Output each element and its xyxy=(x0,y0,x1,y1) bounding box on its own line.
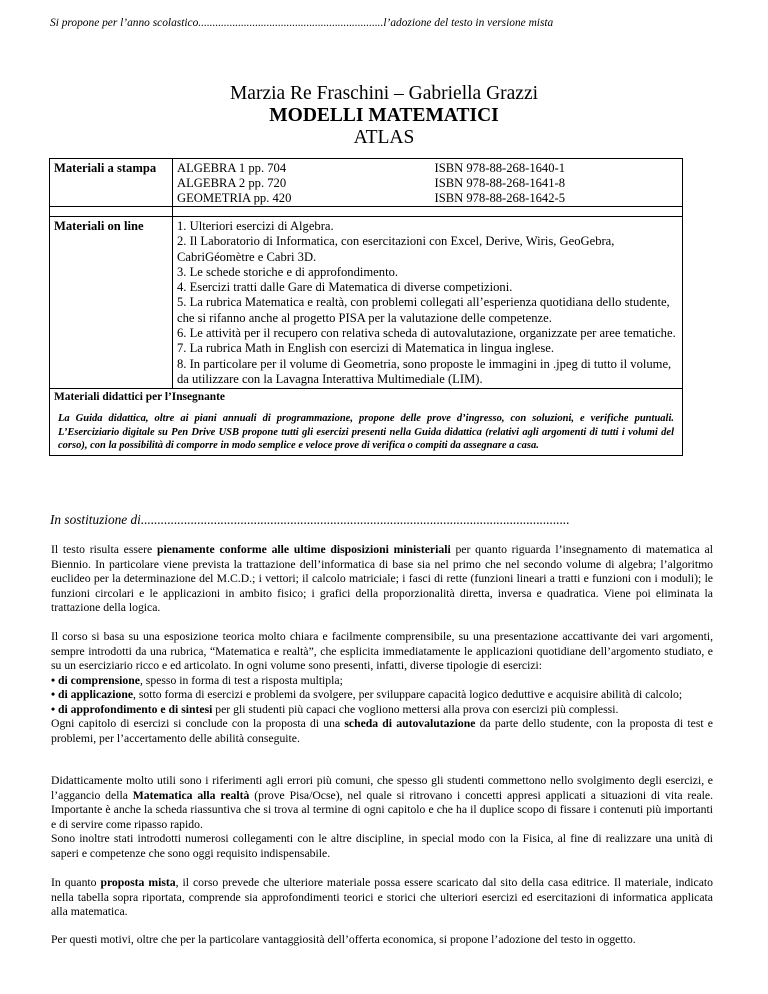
paragraph-mixed-proposal: In quanto proposta mista, il corso prevede che ulteriore materiale possa essere scaricato dal sito della casa editrice. Il materiale, indicato nella tabella sopra riportata, comprende sia approfondimenti teorici e storici che ulteriori esercizi ed esercitazioni di informatica applicata alla matematica. xyxy=(51,876,713,918)
online-materials-list xyxy=(173,217,683,389)
print-materials-label: Materiali a stampa xyxy=(50,159,173,207)
online-materials-label: Materiali on line xyxy=(50,217,173,389)
bold-text: Matematica alla realtà xyxy=(132,788,250,802)
publisher: ATLAS xyxy=(353,127,415,148)
print-item-title: GEOMETRIA pp. 420 xyxy=(177,191,292,205)
online-item: 2. Il Laboratorio di Informatica, con esercitazioni con Excel, Derive, Wiris, GeoGebra, CabriGéomètre e Cabri 3D. xyxy=(177,234,615,264)
bullet-application: • di applicazione xyxy=(51,688,134,701)
bold-text: pienamente conforme alle ultime disposizioni ministeriali xyxy=(156,543,451,556)
book-heading xyxy=(0,83,768,149)
substitution-line: In sostituzione di................................................................................................................................. xyxy=(50,512,570,527)
online-item: 1. Ulteriori esercizi di Algebra. xyxy=(177,219,334,233)
print-item-isbn: ISBN 978-88-268-1641-8 xyxy=(434,176,565,190)
teacher-materials-cell xyxy=(50,389,683,456)
online-materials-row xyxy=(50,217,683,389)
online-item: 8. In particolare per il volume di Geometria, sono proposte le immagini in .jpeg di tutto il volume, da utilizzare con la Lavagna Interattiva Multimediale (LIM). xyxy=(177,356,672,386)
paragraph-conclusion: Per questi motivi, oltre che per la particolare vantaggiosità dell’offerta economica, si propone l’adozione del testo in oggetto. xyxy=(51,933,636,946)
bold-text: scheda di autovalutazione xyxy=(344,717,476,730)
print-item xyxy=(177,176,678,191)
online-item: 6. Le attività per il recupero con relativa scheda di autovalutazione, organizzate per aree tematiche. xyxy=(177,326,676,341)
materials-table xyxy=(49,158,683,456)
table-spacer-row xyxy=(50,207,683,217)
print-item-isbn: ISBN 978-88-268-1640-1 xyxy=(434,161,565,175)
paragraph-course-structure: Il corso si basa su una esposizione teorica molto chiara e facilmente comprensibile, su una presentazione accattivante dei vari argomenti, sempre introdotti da una rubrica, “Matematica e realtà”, che esplicita immediatamente le applicazioni quotidiane dell’argomento studiato, e su un eserciziario ricco e ed articolato. In ogni volume sono presenti, infatti, diverse tipologie di esercizi: • di comprensione, spesso in forma di test a risposta multipla; • di applicazione, sotto forma di esercizi e problemi da svolgere, per sviluppare capacità logico deduttive e acquisire abilità di calcolo; • di approfondimento e di sintesi per gli studenti più capaci che vogliono mettersi alla prova con esercizi più complessi. Ogni capitolo di esercizi si conclude con la proposta di una scheda di autovalutazione da parte dello studente, con la proposta di test e problemi, per l’accertamento delle abilità conseguite. xyxy=(51,630,713,745)
teacher-materials-label: Materiali didattici per l’Insegnante xyxy=(54,391,225,404)
print-materials-list xyxy=(173,159,683,207)
authors: Marzia Re Fraschini – Gabriella Grazzi xyxy=(229,83,539,104)
print-item-title: ALGEBRA 2 pp. 720 xyxy=(177,176,287,190)
print-item-isbn: ISBN 978-88-268-1642-5 xyxy=(434,191,565,205)
online-item: 4. Esercizi tratti dalle Gare di Matematica di diverse competizioni. xyxy=(177,280,513,295)
online-item: 5. La rubrica Matematica e realtà, con problemi collegati all’esperienza quotidiana dello studente, che si rifanno anche al progetto PISA per la valutazione delle competenze. xyxy=(177,295,670,325)
print-item xyxy=(177,161,678,176)
bold-text: proposta mista xyxy=(100,876,176,889)
bullet-comprehension: • di comprensione xyxy=(51,673,140,687)
print-materials-row xyxy=(50,159,683,207)
online-item: 3. Le schede storiche e di approfondimento. xyxy=(177,264,399,279)
book-title: MODELLI MATEMATICI xyxy=(269,105,499,126)
adoption-header-line: Si propone per l’anno scolastico.................................................................l’adozione del testo in versione mista xyxy=(50,17,554,29)
teacher-materials-text: La Guida didattica, oltre ai piani annuali di programmazione, propone delle prove d’ingresso, con soluzioni, e verifiche puntuali. L’Eserciziario digitale su Pen Drive USB propone tutti gli esercizi presenti nella Guida didattica (relativi agli argomenti di tutti i volumi del corso), con la possibilità di comporre in modo semplice e veloce prove di verifica o compiti da assegnare a casa. xyxy=(58,413,674,452)
print-item-title: ALGEBRA 1 pp. 704 xyxy=(177,161,287,175)
bullet-synthesis: • di approfondimento e di sintesi xyxy=(51,702,213,716)
teacher-materials-row xyxy=(50,389,683,456)
paragraph-conformity: Il testo risulta essere pienamente conforme alle ultime disposizioni ministeriali per quanto riguarda l’insegnamento di matematica al Biennio. In particolare viene prevista la trattazione dell’informatica di base sia nel primo che nel secondo volume di algebra; l’algoritmo euclideo per la determinazione del M.C.D.; i vettori; il calcolo matriciale; i fasci di rette (funzioni lineari a tratti e funzioni con i moduli); le funzioni circolari e le applicazioni in ambito fisico; i grafici della proporzionalità diretta, inversa e quadratica. Viene poi eliminata la trattazione della logica. xyxy=(51,543,713,614)
online-item: 7. La rubrica Math in English con esercizi di Matematica in lingua inglese. xyxy=(177,341,554,356)
paragraph-didactics: Didatticamente molto utili sono i riferimenti agli errori più comuni, che spesso gli studenti commettono nello svolgimento degli esercizi, e l’aggancio della Matematica alla realtà (prove Pisa/Ocse), nel quale si ritrovano i concetti appresi applicati a situazioni di vita reale. Importante è anche la scheda riassuntiva che si trova al termine di ogni capitolo e che ha il duplice scopo di fissare i contenuti più importanti e di servire come ripasso rapido. Sono inoltre stati introdotti numerosi collegamenti con le altre discipline, in special modo con la Fisica, al fine di realizzare una unità di saperi e competenze che sono oggi requisito indispensabile. xyxy=(51,774,713,860)
print-item xyxy=(177,191,678,206)
